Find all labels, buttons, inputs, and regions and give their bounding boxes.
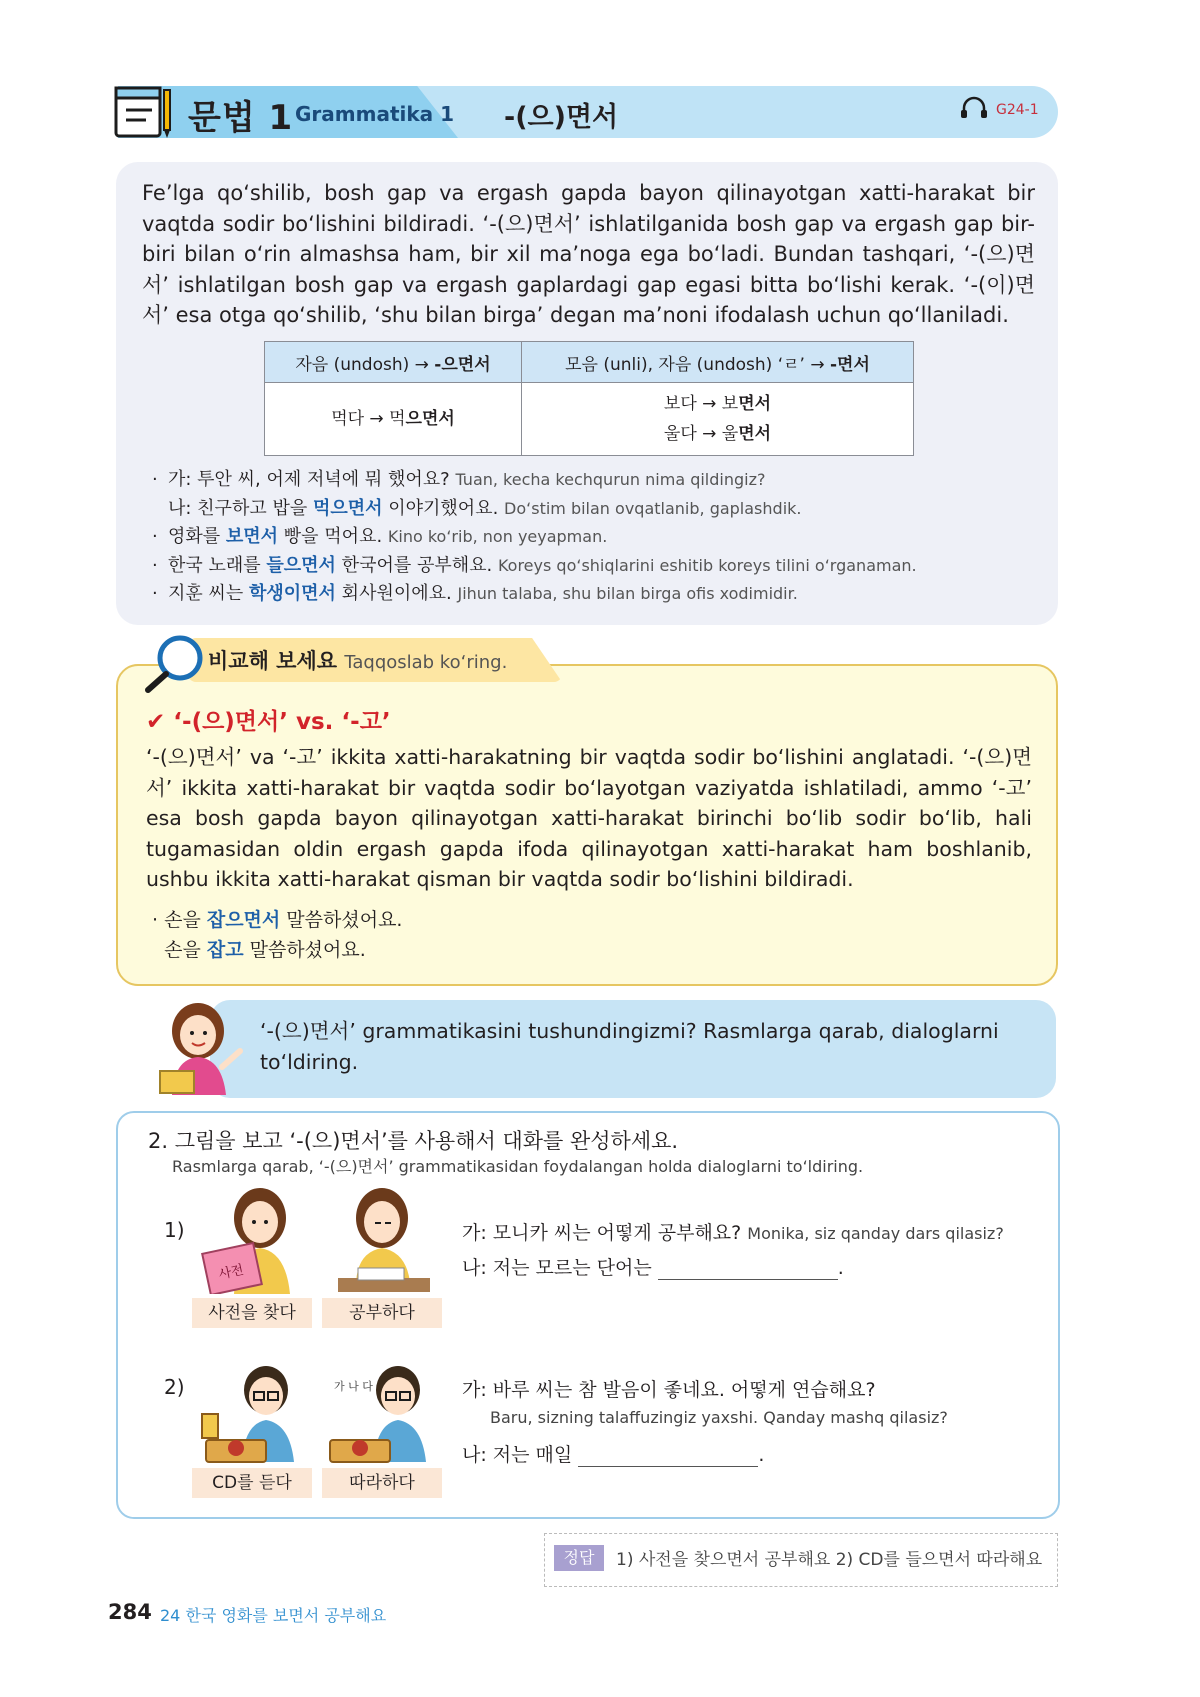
conjugation-table bbox=[264, 341, 914, 456]
compare-text: ‘-(으)면서’ va ‘-고’ ikkita xatti-harakatning bir vaqtda sodir bo‘lishini anglatadi. ‘-(으)면서’ ikkita xatti-harakat bir vaqtda sodir bo‘layotgan vaziyatda ishlatiladi, ammo ‘-고’ esa bosh gapda bayon qilinayotgan xatti-harakat birinchi bo‘lib sodir bo‘lib, hali tugamasidan oldin ergash gapda ifoda qilinayotgan xatti-harakat ham boshlanib, ushbu ikkita xatti-harakat qisman bir vaqtda sodir bo‘lishini bildiradi. bbox=[146, 745, 1032, 891]
picture-studying bbox=[322, 1182, 442, 1294]
teacher-illustration bbox=[150, 995, 250, 1105]
grammar-pattern: -(으)면서 bbox=[504, 102, 619, 133]
picture-label: 사전을 찾다 bbox=[192, 1298, 312, 1328]
item-number: 1) bbox=[164, 1218, 185, 1242]
compare-heading: ✔ ‘-(으)면서’ vs. ‘-고’ bbox=[146, 709, 391, 735]
picture-label: CD를 듣다 bbox=[192, 1468, 312, 1498]
chapter-title: 24 한국 영화를 보면서 공부해요 bbox=[160, 1606, 387, 1625]
notebook-icon bbox=[112, 84, 174, 142]
audio-track-label[interactable]: G24-1 bbox=[996, 102, 1039, 118]
magnifier-icon bbox=[142, 632, 208, 694]
headphones-icon[interactable] bbox=[960, 96, 990, 120]
answer-blank[interactable] bbox=[578, 1444, 758, 1467]
item-number: 2) bbox=[164, 1375, 185, 1399]
dialogue-question: 가: 모니카 씨는 어떻게 공부해요? Monika, siz qanday dars qilasiz? bbox=[462, 1222, 1004, 1244]
book-text: 사전 bbox=[217, 1262, 246, 1283]
answer-blank[interactable] bbox=[658, 1257, 838, 1280]
checkmark-icon: ✔ bbox=[146, 709, 174, 735]
dialogue-answer: 나: 저는 모르는 단어는 . bbox=[462, 1257, 844, 1279]
exercise-question: 2. 그림을 보고 ‘-(으)면서’를 사용해서 대화를 완성하세요. bbox=[148, 1129, 679, 1153]
compare-title: 비교해 보세요 Taqqoslab ko‘ring. bbox=[208, 649, 508, 673]
dialogue-question-uz: Baru, sizning talaffuzingiz yaxshi. Qanday mashq qilasiz? bbox=[490, 1408, 948, 1427]
section-title: 문법 1 bbox=[188, 98, 294, 138]
table-header-vowel: 모음 (unli), 자음 (undosh) ‘ㄹ’ → -면서 bbox=[522, 342, 914, 383]
exercise-question-uz: Rasmlarga qarab, ‘-(으)면서’ grammatikasidan foydalangan holda dialoglarni to‘ldiring. bbox=[172, 1157, 864, 1176]
picture-label: 공부하다 bbox=[322, 1298, 442, 1328]
compare-example-2: 손을 잡고 말씀하셨어요. bbox=[164, 939, 366, 961]
page-number: 284 bbox=[108, 1600, 152, 1624]
table-cell-vowel: 보다 → 보면서 울다 → 울면서 bbox=[522, 383, 914, 456]
explanation-text: Fe’lga qo‘shilib, bosh gap va ergash gapda bayon qilinayotgan xatti-harakat bir vaqtda sodir bo‘lishini bildiradi. ‘-(으)면서’ ishlatilganida bosh gap va ergash gap bir-biri bilan o‘rin almashsa ham, bir xil ma’noga ega bo‘ladi. Bundan tashqari, ‘-(으)면서’ ishlatilgan bosh gap va ergash gaplardagi gap egasi bitta bo‘lishi kerak. ‘-(이)면서’ esa otga qo‘shilib, ‘shu bilan birga’ degan ma’noni ifodalash uchun qo‘llaniladi. bbox=[142, 181, 1035, 327]
example-item: · 한국 노래를 들으면서 한국어를 공부해요. Koreys qo‘shiqlarini eshitib koreys tilini o‘rganaman. bbox=[152, 554, 917, 576]
example-item: · 영화를 보면서 빵을 먹어요. Kino ko‘rib, non yeyapman. bbox=[152, 526, 608, 547]
example-item: · 지훈 씨는 학생이면서 회사원이에요. Jihun talaba, shu bilan birga ofis xodimidir. bbox=[152, 583, 798, 604]
picture-repeating bbox=[322, 1356, 442, 1466]
table-header-consonant: 자음 (undosh) → -으면서 bbox=[265, 342, 522, 383]
example-item: · 가: 투안 씨, 어제 저녁에 뭐 했어요? Tuan, kecha kechqurun nima qildingiz? bbox=[152, 469, 766, 490]
example-item: 나: 친구하고 밥을 먹으면서 이야기했어요. Do‘stim bilan ovqatlanib, gaplashdik. bbox=[168, 497, 802, 519]
example-list bbox=[152, 466, 917, 609]
picture-label: 따라하다 bbox=[322, 1468, 442, 1498]
picture-listening-cd bbox=[198, 1356, 318, 1466]
section-subtitle: Grammatika 1 bbox=[295, 102, 455, 126]
teacher-prompt-text: ‘-(으)면서’ grammatikasini tushundingizmi? Rasmlarga qarab, dialoglarni to‘ldiring. bbox=[260, 1019, 999, 1074]
answer-text: 1) 사전을 찾으면서 공부해요 2) CD를 들으면서 따라해요 bbox=[616, 1550, 1043, 1570]
dialogue-answer: 나: 저는 매일 . bbox=[462, 1444, 765, 1466]
dialogue-question: 가: 바루 씨는 참 발음이 좋네요. 어떻게 연습해요? bbox=[462, 1379, 876, 1401]
picture-dictionary bbox=[198, 1182, 318, 1294]
compare-examples bbox=[152, 905, 402, 965]
speech-text: 가 나 다 bbox=[334, 1380, 373, 1393]
answer-tag: 정답 bbox=[554, 1545, 604, 1571]
compare-example-1: · 손을 잡으면서 말씀하셨어요. bbox=[152, 909, 403, 931]
table-cell-consonant: 먹다 → 먹으면서 bbox=[265, 383, 522, 456]
